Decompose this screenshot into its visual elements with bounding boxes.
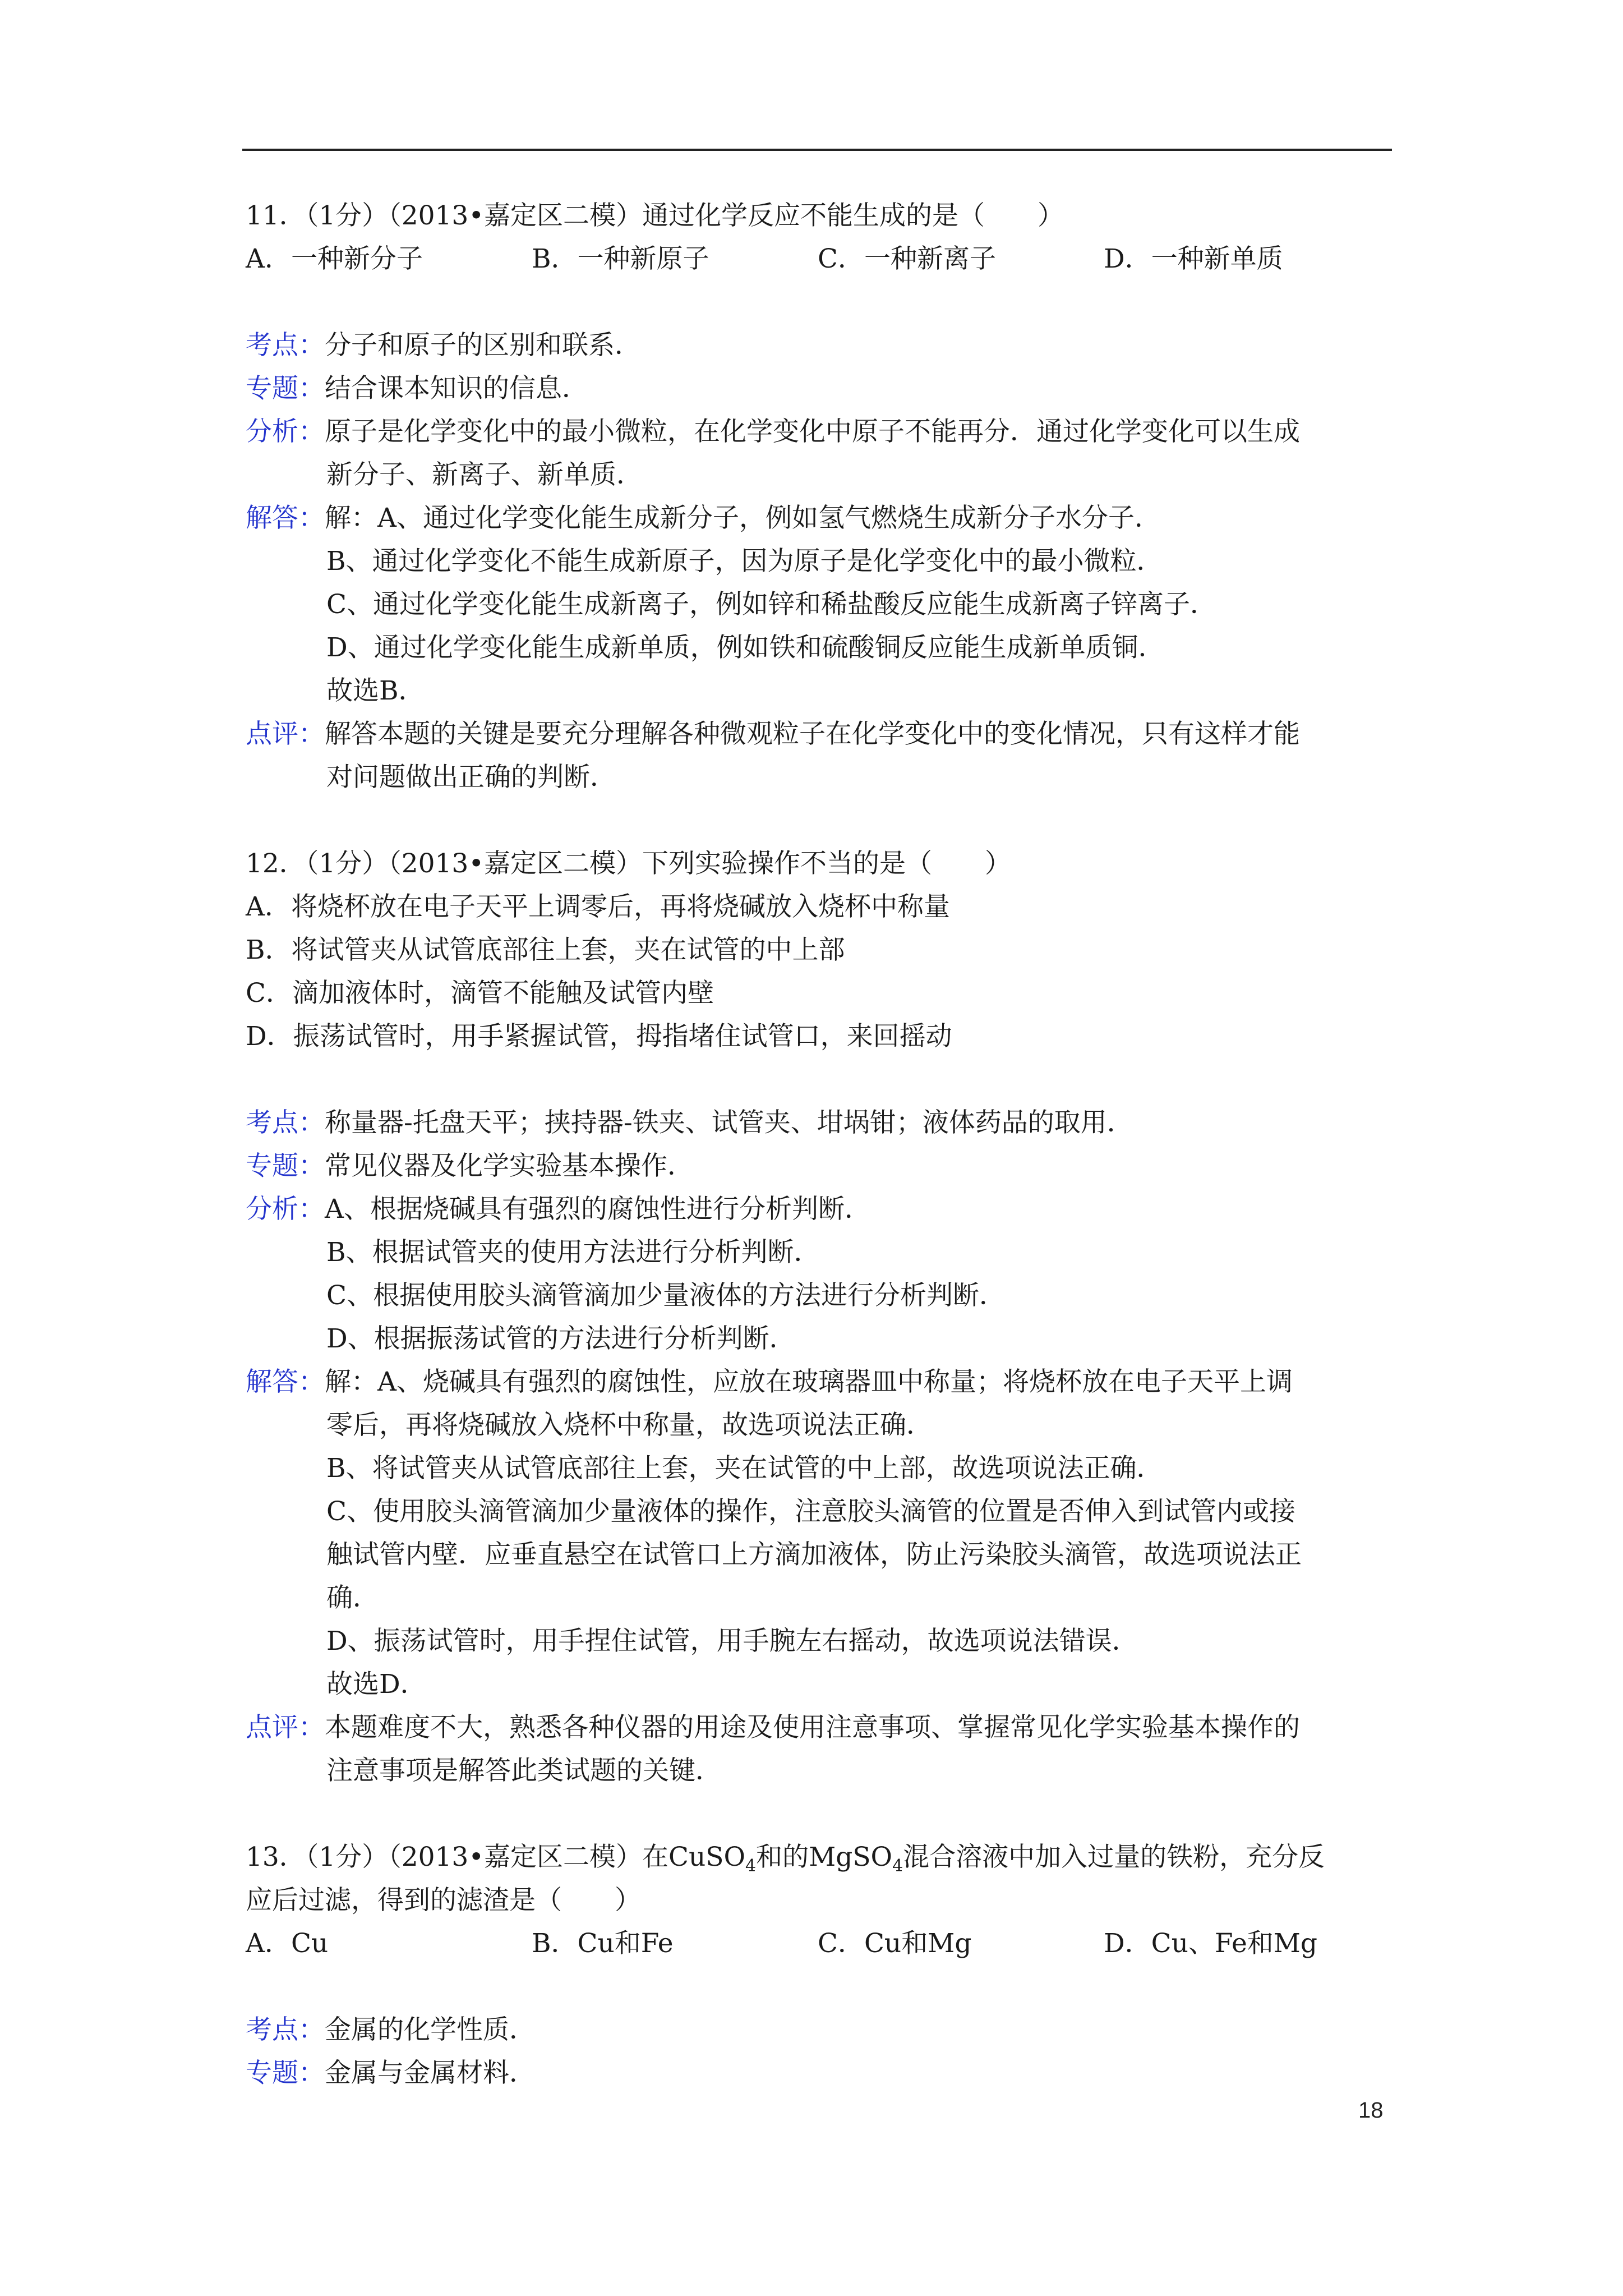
q13-stem-part: 和的MgSO — [756, 1842, 893, 1872]
q11-jieda-line: C、通过化学变化能生成新离子，例如锌和稀盐酸反应能生成新离子锌离子． — [326, 589, 1216, 620]
q11-jieda-line: 解：A、通过化学变化能生成新分子，例如氢气燃烧生成新分子水分子． — [325, 503, 1161, 533]
q12-option-d: D．振荡试管时，用手紧握试管，拇指堵住试管口，来回摇动 — [246, 1021, 952, 1052]
q11-fenxi-line: 新分子、新离子、新单质． — [326, 459, 643, 490]
q13-options — [246, 1927, 1390, 1961]
q11-fenxi-line: 原子是化学变化中的最小微粒，在化学变化中原子不能再分．通过化学变化可以生成 — [325, 416, 1300, 447]
q11-dianping — [246, 717, 1300, 751]
q12-jieda-line: 解：A、烧碱具有强烈的腐蚀性，应放在玻璃器皿中称量；将烧杯放在电子天平上调 — [325, 1366, 1293, 1397]
q12-zhuanti — [246, 1149, 694, 1183]
q13-zhuanti-text: 金属与金属材料． — [325, 2058, 536, 2088]
zhuanti-label: 专题： — [246, 1151, 325, 1181]
q13-stem-line2: 应后过滤，得到的滤渣是（ ） — [246, 1885, 641, 1916]
q12-dianping — [246, 1711, 1300, 1745]
q11-options — [246, 242, 1390, 276]
q12-jieda — [246, 1365, 1293, 1399]
q11-dianping-line: 解答本题的关键是要充分理解各种微观粒子在化学变化中的变化情况，只有这样才能 — [325, 719, 1300, 749]
subscript: 4 — [892, 1856, 903, 1876]
q11-jieda-line: D、通过化学变化能生成新单质，例如铁和硫酸铜反应能生成新单质铜． — [326, 632, 1165, 663]
fenxi-label: 分析： — [246, 416, 325, 447]
kaodian-label: 考点： — [246, 2014, 325, 2045]
kaodian-label: 考点： — [246, 330, 325, 361]
zhuanti-label: 专题： — [246, 2058, 325, 2088]
q12-kaodian — [246, 1106, 1133, 1140]
q11-fenxi — [246, 415, 1300, 449]
jieda-label: 解答： — [246, 1366, 325, 1397]
q11-jieda-line: B、通过化学变化不能生成新原子，因为原子是化学变化中的最小微粒． — [326, 546, 1163, 577]
q11-option-d: D．一种新单质 — [1104, 243, 1283, 274]
q13-option-c: C．Cu和Mg — [818, 1928, 972, 1959]
q12-zhuanti-text: 常见仪器及化学实验基本操作． — [325, 1151, 694, 1181]
q12-option-c: C．滴加液体时，滴管不能触及试管内壁 — [246, 978, 714, 1009]
header-rule — [242, 149, 1392, 151]
q11-dianping-line: 对问题做出正确的判断． — [326, 762, 616, 793]
q12-kaodian-text: 称量器-托盘天平；挟持器-铁夹、试管夹、坩埚钳；液体药品的取用． — [325, 1107, 1133, 1138]
q11-jieda — [246, 501, 1161, 535]
q13-kaodian-text: 金属的化学性质． — [325, 2014, 536, 2045]
q12-jieda-line: 故选D． — [326, 1669, 427, 1700]
q12-fenxi-line: B、根据试管夹的使用方法进行分析判断． — [326, 1237, 820, 1268]
q12-fenxi-line: A、根据烧碱具有强烈的腐蚀性进行分析判断． — [325, 1194, 871, 1225]
jieda-label: 解答： — [246, 503, 325, 533]
q13-option-d: D．Cu、Fe和Mg — [1104, 1928, 1317, 1959]
page-number: 18 — [1358, 2098, 1384, 2123]
q11-option-c: C．一种新离子 — [818, 243, 996, 274]
fenxi-label: 分析： — [246, 1194, 325, 1225]
dianping-label: 点评： — [246, 719, 325, 749]
q11-option-b: B．一种新原子 — [532, 243, 709, 274]
q12-stem: 12．（1分）（2013•嘉定区二模）下列实验操作不当的是（ ） — [246, 848, 1012, 879]
q12-jieda-line: 零后，再将烧碱放入烧杯中称量，故选项说法正确． — [326, 1410, 933, 1441]
q12-jieda-line: C、使用胶头滴管滴加少量液体的操作，注意胶头滴管的位置是否伸入到试管内或接 — [326, 1496, 1295, 1527]
q11-zhuanti-text: 结合课本知识的信息． — [325, 373, 588, 404]
kaodian-label: 考点： — [246, 1107, 325, 1138]
subscript: 4 — [745, 1856, 757, 1876]
q12-option-a: A．将烧杯放在电子天平上调零后，再将烧碱放入烧杯中称量 — [246, 891, 950, 922]
q11-stem: 11．（1分）（2013•嘉定区二模）通过化学反应不能生成的是（ ） — [246, 200, 1064, 231]
q12-fenxi-line: C、根据使用胶头滴管滴加少量液体的方法进行分析判断． — [326, 1280, 1006, 1311]
q12-jieda-line: D、振荡试管时，用手捏住试管，用手腕左右摇动，故选项说法错误． — [326, 1626, 1138, 1657]
q13-stem — [246, 1841, 1325, 1874]
zhuanti-label: 专题： — [246, 373, 325, 404]
q13-zhuanti — [246, 2056, 536, 2090]
q12-dianping-line: 本题难度不大，熟悉各种仪器的用途及使用注意事项、掌握常见化学实验基本操作的 — [325, 1712, 1300, 1743]
q13-stem-part: 13．（1分）（2013•嘉定区二模）在CuSO — [246, 1842, 746, 1872]
q12-dianping-line: 注意事项是解答此类试题的关键． — [326, 1755, 722, 1786]
q12-jieda-line: 确． — [326, 1582, 379, 1613]
q11-kaodian — [246, 329, 641, 362]
q12-fenxi — [246, 1193, 871, 1226]
q11-zhuanti — [246, 372, 588, 406]
q13-option-b: B．Cu和Fe — [532, 1928, 674, 1959]
q12-option-b: B．将试管夹从试管底部往上套，夹在试管的中上部 — [246, 935, 845, 965]
q12-jieda-line: 触试管内壁．应垂直悬空在试管口上方滴加液体，防止污染胶头滴管，故选项说法正 — [326, 1539, 1302, 1570]
q12-jieda-line: B、将试管夹从试管底部往上套，夹在试管的中上部，故选项说法正确． — [326, 1453, 1163, 1484]
q11-jieda-line: 故选B． — [326, 675, 425, 706]
q13-option-a: A．Cu — [246, 1928, 329, 1959]
q11-option-a: A．一种新分子 — [246, 243, 423, 274]
q11-kaodian-text: 分子和原子的区别和联系． — [325, 330, 641, 361]
q13-stem-part: 混合溶液中加入过量的铁粉，充分反 — [903, 1842, 1325, 1872]
q13-kaodian — [246, 2013, 536, 2047]
q12-fenxi-line: D、根据振荡试管的方法进行分析判断． — [326, 1323, 796, 1354]
dianping-label: 点评： — [246, 1712, 325, 1743]
